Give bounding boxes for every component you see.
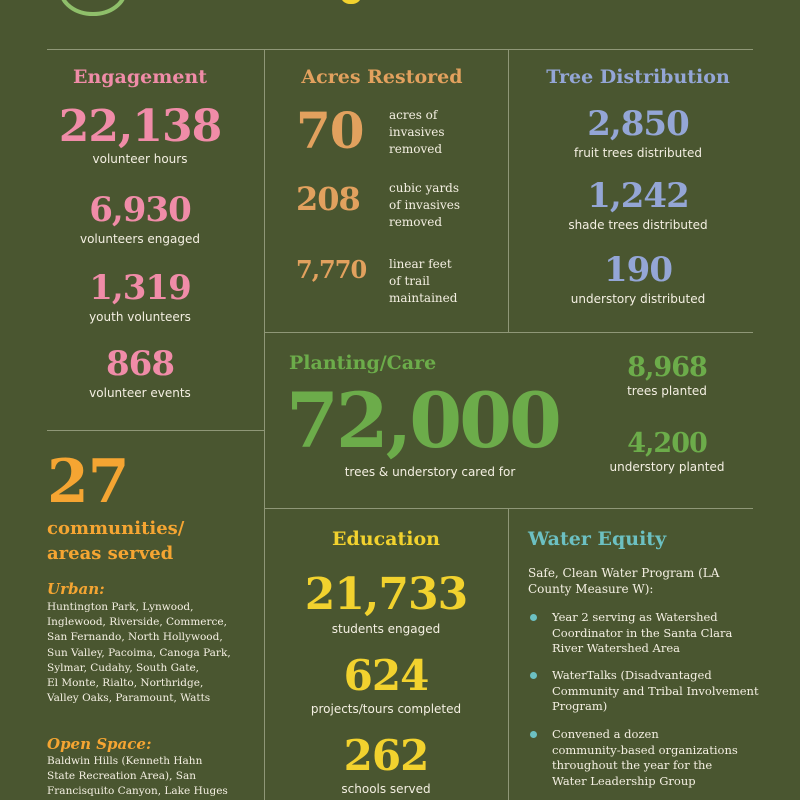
open-line: Baldwin Hills (Kenneth Hahn [47, 755, 203, 767]
communities-label [47, 516, 184, 566]
urban-line: El Monte, Rialto, Northridge, [47, 677, 204, 690]
planting-stat-understory [590, 426, 744, 474]
stat-label: students engaged [331, 622, 441, 636]
top-decor-mark [340, 0, 362, 4]
stat-label: schools served [341, 782, 431, 796]
trees-stat-fruit [520, 102, 756, 160]
stat-value: 8,968 [627, 352, 707, 383]
acres-title: Acres Restored [301, 66, 463, 88]
stat-label: trees planted [627, 384, 707, 398]
engagement-stat-volunteers [40, 188, 240, 246]
stat-value: 6,930 [89, 190, 191, 230]
open-space-list [47, 754, 228, 800]
urban-title: Urban: [47, 580, 105, 598]
label-line: removed [389, 142, 443, 156]
bullet-line: Water Leadership Group [552, 773, 696, 788]
stat-value: 1,319 [89, 268, 191, 308]
label-line: linear feet [389, 257, 452, 271]
stat-value: 868 [106, 344, 174, 384]
stat-label: fruit trees distributed [574, 146, 702, 160]
label-line: invasives [389, 125, 445, 139]
intro-line: County Measure W): [528, 582, 654, 596]
trees-stat-shade [520, 174, 756, 232]
water-bullet-2 [552, 668, 759, 715]
planting-main-label: trees & understory cared for [344, 465, 516, 479]
stat-label: understory planted [609, 460, 725, 474]
water-intro [528, 565, 719, 597]
water-bullet-1 [552, 610, 732, 657]
communities-count: 27 [47, 447, 129, 517]
bullet-line: Year 2 serving as Watershed [552, 610, 718, 624]
label-line: areas served [47, 543, 174, 564]
education-stat-schools [270, 730, 502, 796]
stat-label: volunteer events [89, 386, 191, 400]
divider-top [47, 49, 753, 50]
acres-stat-label-3 [389, 256, 457, 307]
acres-stat-value-3: 7,770 [296, 255, 367, 284]
urban-line: Sylmar, Cudahy, South Gate, [47, 661, 200, 674]
stat-label: projects/tours completed [310, 702, 462, 716]
stat-value: 22,138 [58, 101, 222, 152]
education-stat-students [270, 568, 502, 636]
stat-value: 624 [343, 651, 429, 700]
engagement-stat-events [40, 342, 240, 400]
urban-line: Inglewood, Riverside, Commerce, [47, 616, 227, 629]
bullet-line: River Watershed Area [552, 641, 680, 655]
urban-line: Sun Valley, Pacoima, Canoga Park, [47, 646, 231, 659]
label-line: of trail [389, 274, 430, 288]
label-line: communities/ [47, 518, 185, 539]
bullet-line: community-based organizations [552, 742, 738, 757]
bullet-line: Community and Tribal Involvement [552, 683, 759, 698]
urban-line: Huntington Park, Lynwood, [47, 601, 194, 613]
open-line: State Recreation Area), San [47, 770, 196, 783]
divider-mid-right [264, 332, 753, 333]
stat-label: youth volunteers [89, 310, 191, 324]
acres-stat-label-2 [389, 180, 460, 231]
bullet-line: Coordinator in the Santa Clara [552, 625, 733, 640]
divider-v-left [264, 49, 265, 800]
stat-label: shade trees distributed [568, 218, 708, 232]
leaf-logo-icon [58, 0, 128, 20]
water-bullet-3 [552, 727, 738, 789]
open-space-title: Open Space: [47, 735, 152, 753]
education-title: Education [332, 528, 440, 550]
stat-value: 190 [604, 250, 672, 290]
stat-label: volunteer hours [92, 152, 188, 166]
planting-stat-trees [590, 350, 744, 398]
stat-value: 4,200 [627, 428, 707, 459]
urban-line: Valley Oaks, Paramount, Watts [47, 692, 211, 705]
planting-main-value: 72,000 [286, 376, 559, 465]
trees-stat-understory [520, 248, 756, 306]
urban-line: San Fernando, North Hollywood, [47, 631, 223, 644]
bullet-dot-icon [530, 672, 537, 679]
label-line: of invasives [389, 198, 461, 212]
stat-value: 2,850 [587, 104, 689, 144]
bullet-dot-icon [530, 614, 537, 621]
bullet-line: Program) [552, 699, 608, 713]
stat-value: 21,733 [304, 569, 468, 620]
trees-title: Tree Distribution [546, 66, 730, 88]
engagement-title: Engagement [72, 66, 208, 88]
bullet-line: throughout the year for the [552, 758, 713, 772]
label-line: acres of [389, 108, 438, 122]
engagement-stat-hours [40, 100, 240, 166]
acres-stat-value-1: 70 [296, 101, 364, 160]
intro-line: Safe, Clean Water Program (LA [528, 566, 720, 580]
label-line: cubic yards [389, 181, 460, 195]
stat-value: 1,242 [587, 176, 689, 216]
label-line: removed [389, 215, 443, 229]
bullet-line: Convened a dozen [552, 727, 659, 741]
acres-stat-value-2: 208 [296, 180, 360, 218]
open-line: Francisquito Canyon, Lake Huges [47, 785, 228, 798]
engagement-stat-youth [40, 266, 240, 324]
label-line: maintained [389, 291, 458, 305]
urban-list [47, 600, 231, 706]
stat-label: volunteers engaged [79, 232, 201, 246]
education-stat-projects [270, 650, 502, 716]
acres-stat-label-1 [389, 107, 445, 158]
bullet-line: WaterTalks (Disadvantaged [552, 668, 712, 682]
planting-title: Planting/Care [289, 352, 437, 374]
water-title: Water Equity [528, 528, 667, 550]
stat-label: understory distributed [570, 292, 706, 306]
divider-mid-left [47, 430, 264, 431]
stat-value: 262 [343, 731, 429, 780]
divider-v-right-upper [508, 49, 509, 332]
bullet-dot-icon [530, 731, 537, 738]
divider-v-right-lower [508, 508, 509, 800]
